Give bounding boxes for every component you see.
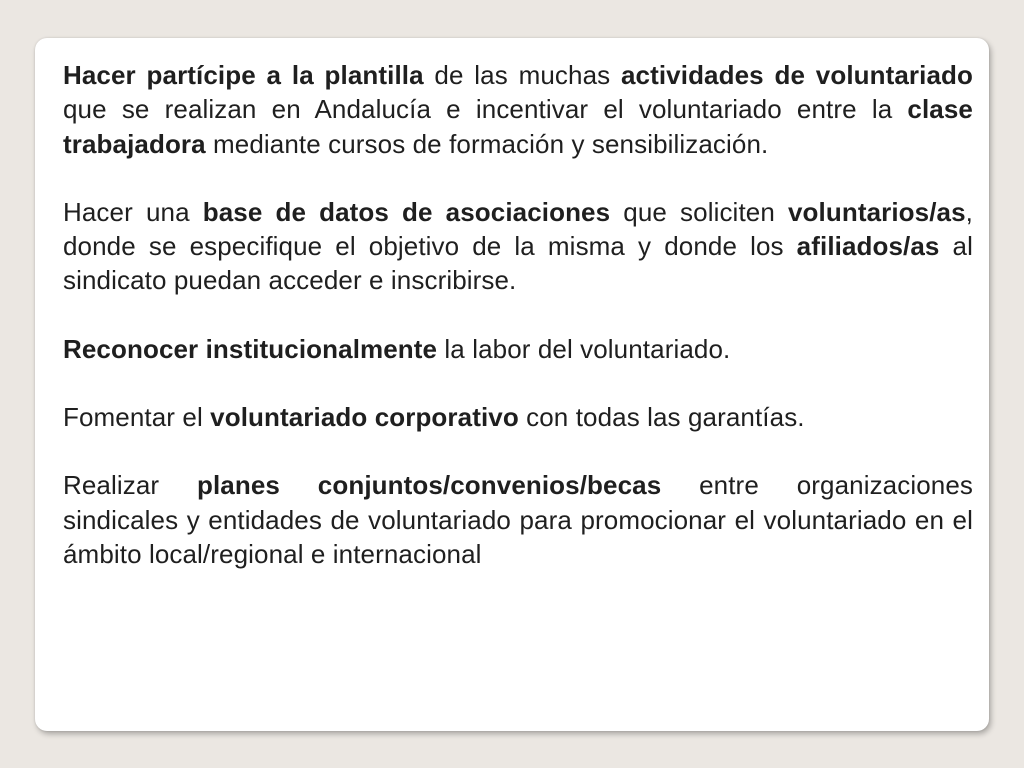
text-run: con todas las garantías. — [518, 402, 805, 433]
text-run: al sindicato puedan acceder e inscribirse. — [63, 231, 973, 296]
text-run: mediante cursos de formación y sensibilización. — [205, 128, 769, 159]
bold-text: voluntarios/as — [787, 196, 966, 227]
text-run: , donde se especifique el objetivo de la misma y donde los — [63, 196, 973, 262]
paragraph-realizar — [63, 468, 973, 571]
slide-content — [63, 58, 973, 571]
text-run: Hacer una — [63, 196, 203, 227]
paragraph-reconocer — [63, 332, 973, 366]
text-run: entre organizaciones sindicales y entidades de voluntariado para promocionar el voluntariado en el ámbito local/regional e internacional — [63, 470, 973, 569]
bold-text: base de datos de asociaciones — [202, 196, 611, 227]
text-run: la labor del voluntariado. — [437, 333, 731, 364]
text-run: de las muchas — [423, 60, 621, 90]
text-run: que se realizan en Andalucía e incentivar el voluntariado entre la — [63, 94, 908, 125]
text-run: Fomentar el — [63, 402, 211, 433]
paragraph-plantilla — [63, 58, 973, 161]
bold-text: Reconocer institucionalmente — [63, 333, 438, 364]
bold-text: clase trabajadora — [63, 94, 973, 159]
text-run: que soliciten — [610, 196, 788, 227]
text-run: Realizar — [63, 470, 197, 501]
bold-text: Hacer partícipe a la plantilla — [63, 60, 424, 90]
bold-text: afiliados/as — [796, 231, 940, 262]
paragraph-fomentar — [63, 400, 973, 434]
paragraph-base-datos — [63, 195, 973, 298]
bold-text: planes conjuntos/convenios/becas — [197, 470, 662, 501]
bold-text: voluntariado corporativo — [210, 402, 519, 433]
bold-text: actividades de voluntariado — [620, 60, 973, 90]
